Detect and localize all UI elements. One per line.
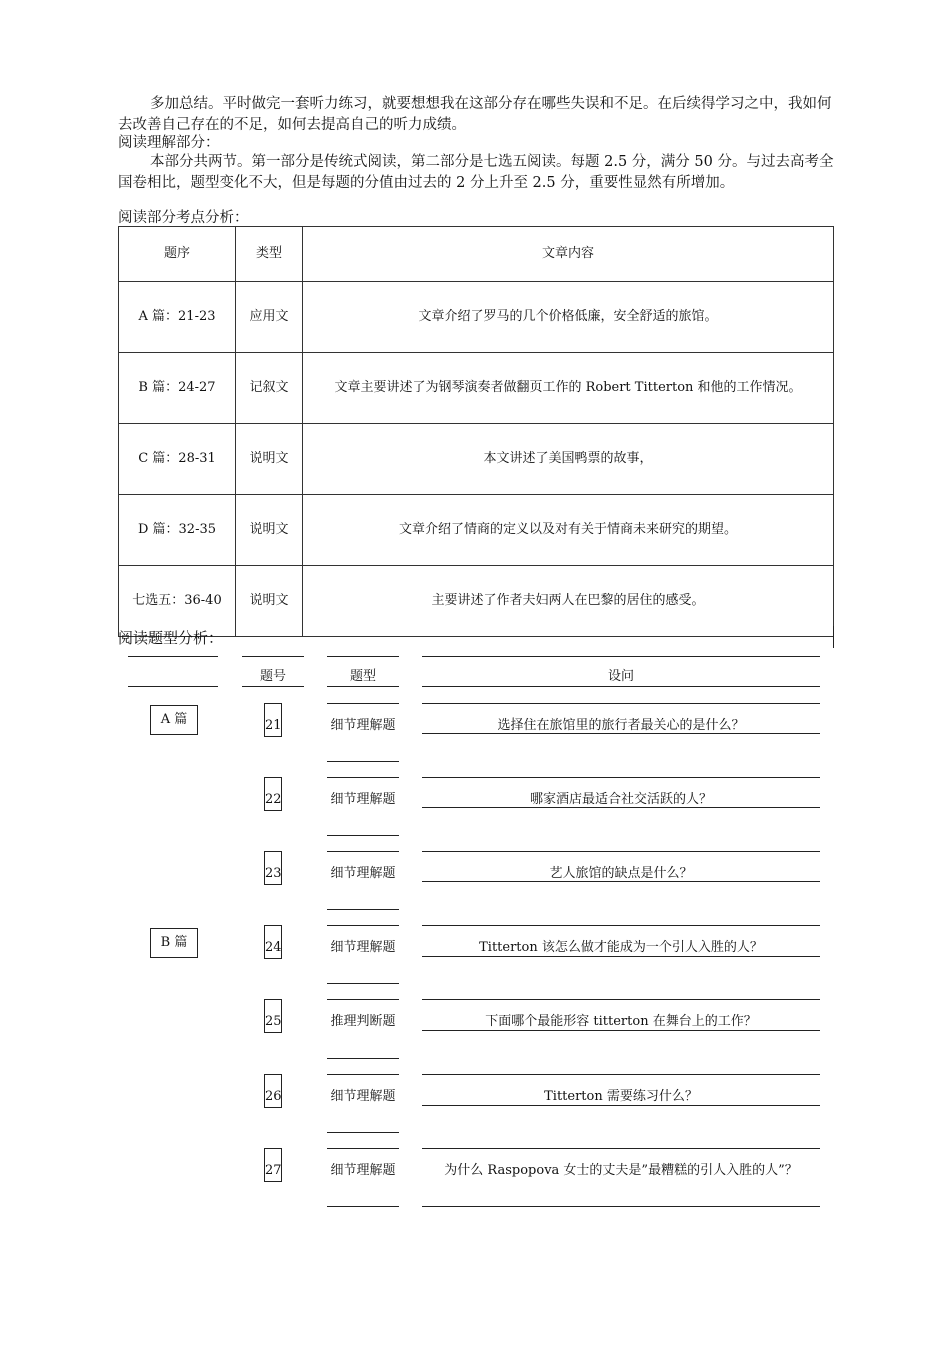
question-text: 下面哪个最能形容 titterton 在舞台上的工作？	[485, 1014, 757, 1029]
rule-line	[422, 733, 820, 734]
rule-line	[128, 686, 218, 687]
rule-line	[327, 1148, 399, 1149]
question-number: 23	[264, 851, 282, 885]
question-number: 27	[264, 1148, 282, 1182]
reading-heading: 阅读理解部分：	[118, 135, 220, 151]
row-seq: B 篇：24-27	[119, 353, 236, 424]
rule-line	[327, 1132, 399, 1133]
row-seq: D 篇：32-35	[119, 495, 236, 566]
rule-line	[327, 1074, 399, 1075]
question-text: 艺人旅馆的缺点是什么？	[549, 866, 693, 881]
exam-points-table	[118, 226, 834, 637]
header-type: 题型	[349, 669, 376, 684]
rule-line	[422, 1030, 820, 1031]
rule-line	[327, 1058, 399, 1059]
question-type: 细节理解题	[330, 792, 396, 807]
rule-line	[422, 1148, 820, 1149]
question-type: 细节理解题	[330, 718, 396, 733]
question-type: 细节理解题	[330, 1163, 396, 1178]
rule-line	[422, 703, 820, 704]
row-seq: 七选五：36-40	[119, 566, 236, 637]
question-type: 细节理解题	[330, 866, 396, 881]
rule-line	[327, 999, 399, 1000]
rule-line	[422, 881, 820, 882]
row-content: 主要讲述了作者夫妇两人在巴黎的居住的感受。	[303, 566, 834, 637]
question-type: 推理判断题	[330, 1014, 396, 1029]
row-seq: A 篇：21-23	[119, 282, 236, 353]
rule-line	[422, 1074, 820, 1075]
row-type: 应用文	[236, 282, 303, 353]
rule-line	[327, 703, 399, 704]
rule-line	[327, 656, 399, 657]
question-text: 哪家酒店最适合社交活跃的人？	[529, 792, 712, 807]
rule-line	[128, 656, 218, 657]
rule-line	[422, 777, 820, 778]
question-number: 24	[264, 925, 282, 959]
row-content: 文章介绍了罗马的几个价格低廉，安全舒适的旅馆。	[303, 282, 834, 353]
rule-line	[327, 851, 399, 852]
table-row	[119, 566, 834, 637]
rule-line	[327, 925, 399, 926]
table-row	[119, 353, 834, 424]
row-type: 说明文	[236, 566, 303, 637]
rule-line	[422, 956, 820, 957]
header-seq: 题序	[119, 227, 236, 282]
rule-line	[327, 835, 399, 836]
rule-line	[422, 851, 820, 852]
row-content: 本文讲述了美国鸭票的故事，	[303, 424, 834, 495]
row-type: 记叙文	[236, 353, 303, 424]
question-text: 选择住在旅馆里的旅行者最关心的是什么？	[497, 718, 745, 733]
rule-line	[327, 909, 399, 910]
header-question: 设问	[607, 669, 634, 684]
rule-line	[422, 656, 820, 657]
table-border	[833, 626, 834, 648]
question-type: 细节理解题	[330, 940, 396, 955]
question-text: Titterton 该怎么做才能成为一个引人入胜的人？	[479, 940, 763, 955]
question-text: Titterton 需要练习什么？	[544, 1089, 698, 1104]
question-number: 26	[264, 1074, 282, 1108]
row-type: 说明文	[236, 424, 303, 495]
rule-line	[327, 761, 399, 762]
question-number: 25	[264, 999, 282, 1033]
rule-line	[327, 983, 399, 984]
rule-line	[422, 925, 820, 926]
rule-line	[422, 1105, 820, 1106]
question-type: 细节理解题	[330, 1089, 396, 1104]
table1-title: 阅读部分考点分析：	[118, 210, 249, 226]
table-header-row	[119, 227, 834, 282]
question-number: 21	[264, 703, 282, 737]
header-num: 题号	[259, 669, 286, 684]
table-row	[119, 424, 834, 495]
rule-line	[327, 686, 399, 687]
passage-label-b: B 篇	[150, 928, 198, 958]
header-type: 类型	[236, 227, 303, 282]
table-row	[119, 495, 834, 566]
table2-title: 阅读题型分析：	[118, 629, 224, 647]
row-type: 说明文	[236, 495, 303, 566]
intro-paragraph: 多加总结。平时做完一套听力练习，就要想想我在这部分存在哪些失误和不足。在后续得学习之中，我如何去改善自己存在的不足，如何去提高自己的听力成绩。	[118, 96, 832, 133]
rule-line	[422, 1206, 820, 1207]
table-row	[119, 282, 834, 353]
row-content: 文章主要讲述了为钢琴演奏者做翻页工作的 Robert Titterton 和他的工作情况。	[303, 353, 834, 424]
rule-line	[422, 686, 820, 687]
passage-label-a: A 篇	[150, 705, 198, 735]
row-content: 文章介绍了情商的定义以及对有关于情商未来研究的期望。	[303, 495, 834, 566]
question-number: 22	[264, 777, 282, 811]
rule-line	[327, 777, 399, 778]
question-text: 为什么 Raspopova 女士的丈夫是”最糟糕的引人入胜的人”？	[444, 1163, 798, 1178]
rule-line	[422, 999, 820, 1000]
rule-line	[327, 1206, 399, 1207]
reading-paragraph: 本部分共两节。第一部分是传统式阅读，第二部分是七选五阅读。每题 2.5 分，满分 50 分。与过去高考全国卷相比，题型变化不大，但是每题的分值由过去的 2 分上升至 2.5 分，重要性显然有所增加。	[118, 154, 834, 191]
rule-line	[242, 656, 304, 657]
rule-line	[242, 686, 304, 687]
header-content: 文章内容	[303, 227, 834, 282]
row-seq: C 篇：28-31	[119, 424, 236, 495]
rule-line	[422, 807, 820, 808]
